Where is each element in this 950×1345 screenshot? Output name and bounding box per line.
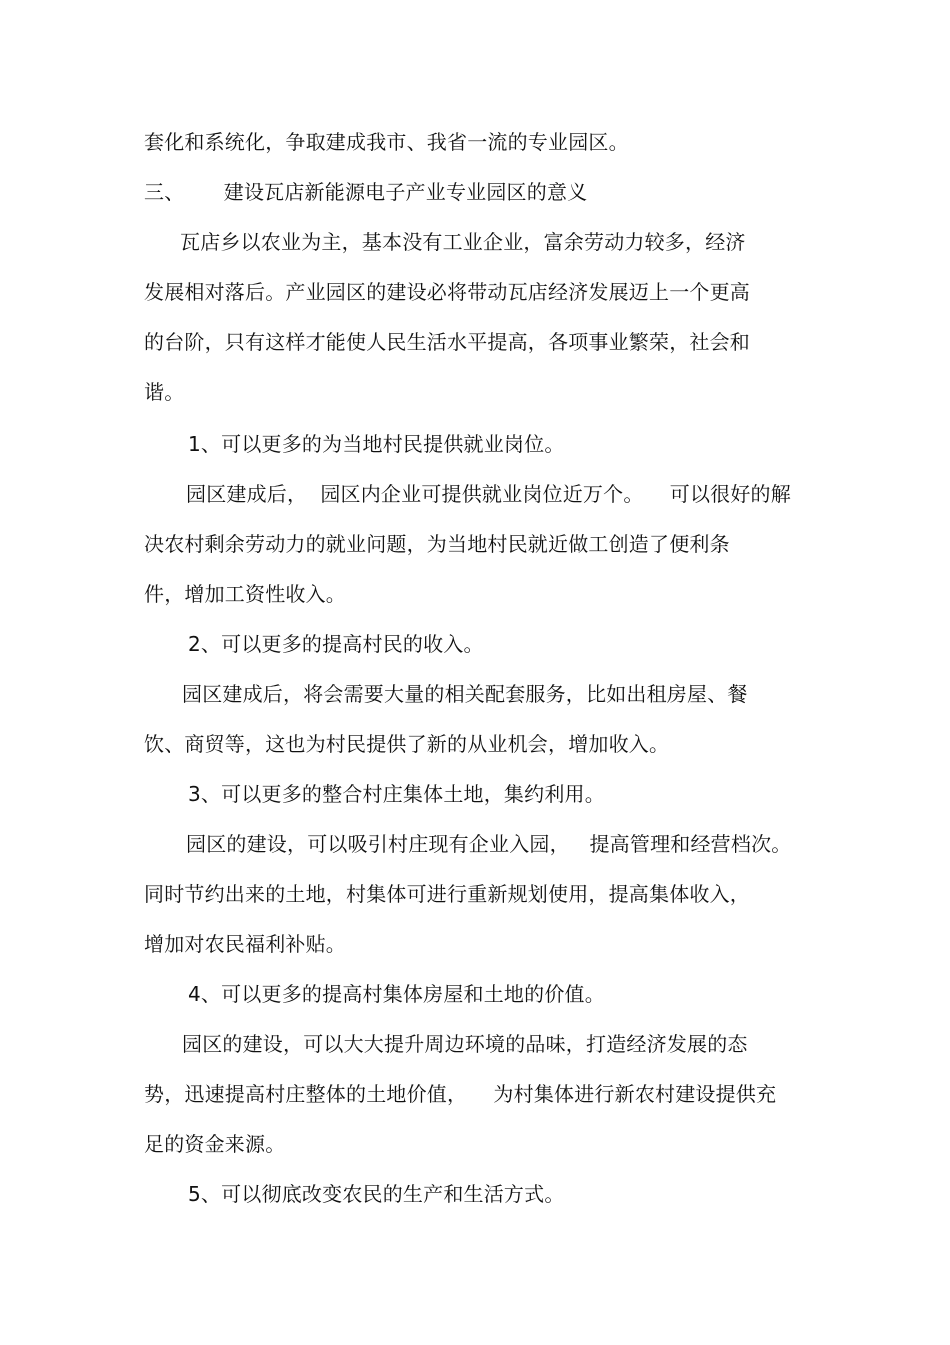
list-item-heading: 3、可以更多的整合村庄集体土地，集约利用。 [188,782,605,806]
paragraph-line: 发展相对落后。产业园区的建设必将带动瓦店经济发展迈上一个更高 [144,280,750,304]
list-item-heading: 2、可以更多的提高村民的收入。 [188,632,484,656]
paragraph-line: 园区建成后， 园区内企业可提供就业岗位近万个。 可以很好的解 [186,482,791,506]
paragraph-line: 的台阶，只有这样才能使人民生活水平提高，各项事业繁荣，社会和 [144,330,750,354]
section-heading: 三、 建设瓦店新能源电子产业专业园区的意义 [144,180,588,204]
paragraph-line: 势，迅速提高村庄整体的土地价值， 为村集体进行新农村建设提供充 [144,1082,777,1106]
paragraph-line: 足的资金来源。 [144,1132,286,1156]
paragraph-line: 决农村剩余劳动力的就业问题，为当地村民就近做工创造了便利条 [144,532,730,556]
list-item-heading: 1、可以更多的为当地村民提供就业岗位。 [188,432,565,456]
list-item-heading: 4、可以更多的提高村集体房屋和土地的价值。 [188,982,605,1006]
paragraph-line: 谐。 [144,380,185,404]
paragraph-line: 饮、商贸等，这也为村民提供了新的从业机会，增加收入。 [144,732,670,756]
paragraph-line: 增加对农民福利补贴。 [144,932,346,956]
paragraph-line: 瓦店乡以农业为主，基本没有工业企业，富余劳动力较多，经济 [180,230,746,254]
paragraph-line: 同时节约出来的土地，村集体可进行重新规划使用，提高集体收入， [144,882,750,906]
paragraph-line: 件，增加工资性收入。 [144,582,346,606]
paragraph-line: 园区的建设，可以大大提升周边环境的品味，打造经济发展的态 [182,1032,748,1056]
paragraph-line: 套化和系统化，争取建成我市、我省一流的专业园区。 [144,130,629,154]
paragraph-line: 园区建成后，将会需要大量的相关配套服务，比如出租房屋、餐 [182,682,748,706]
paragraph-line: 园区的建设，可以吸引村庄现有企业入园， 提高管理和经营档次。 [186,832,792,856]
list-item-heading: 5、可以彻底改变农民的生产和生活方式。 [188,1182,565,1206]
